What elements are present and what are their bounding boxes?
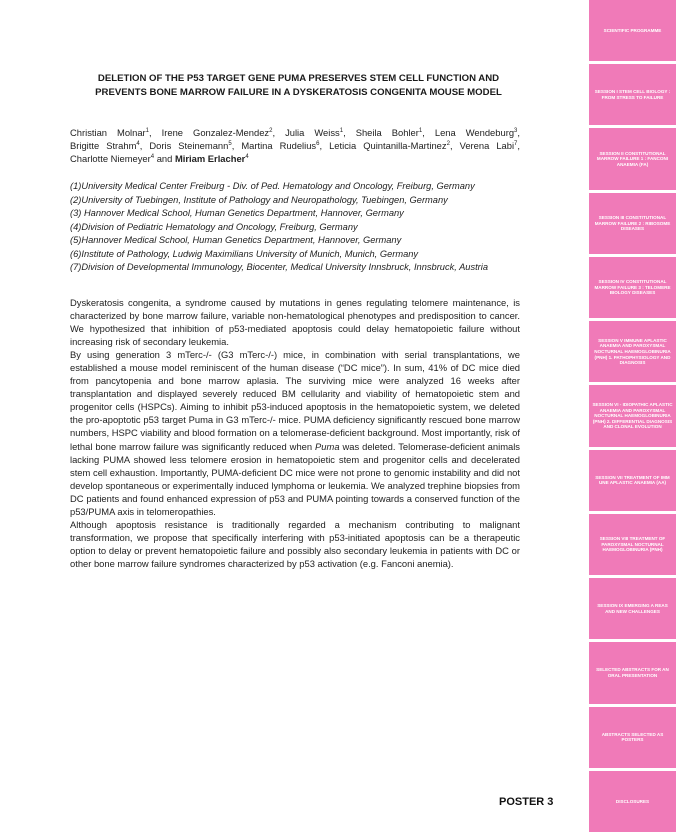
author: Charlotte Niemeyer — [70, 153, 151, 164]
title-line-2: PREVENTS BONE MARROW FAILURE IN A DYSKERATOSIS CONGENITA MOUSE MODEL — [95, 87, 502, 98]
title-line-1: DELETION OF THE P53 TARGET GENE PUMA PRESERVES STEM CELL FUNCTION AND — [97, 73, 500, 84]
author-affiliation-number: 4 — [136, 140, 140, 147]
author: Sheila Bohler — [355, 127, 419, 138]
author: Christian Molnar — [70, 127, 146, 138]
author: Irene Gonzalez-Mendez — [161, 127, 270, 138]
sidebar-session-link[interactable]: ABSTRACTS SELECTED AS POSTERS — [589, 707, 676, 768]
author: Leticia Quintanilla-Martinez — [329, 140, 447, 151]
session-sidebar — [589, 0, 676, 832]
abstract-paragraph-3: Although apoptosis resistance is traditionally regarded a mechanism contributing to malignant transformation, we propose that specifically interfering with p53-initiated apoptosis can be a therapeutic option to delay or prevent hematopoietic failure and possibly also secondary leukemia in patients with DC or other bone marrow failure syndromes characterized by p53 activation (e.g. Fanconi anemia). — [70, 518, 520, 569]
author-entry — [329, 140, 450, 151]
poster-label: POSTER 3 — [499, 796, 554, 808]
affiliation-line: (5)Hannover Medical School, Human Genetics Department, Hannover, Germany — [70, 235, 402, 245]
sidebar-session-link[interactable]: SCIENTIFIC PROGRAMME — [589, 0, 676, 61]
affiliation-line: (1)University Medical Center Freiburg - Div. of Ped. Hematology and Oncology, Freiburg, Germany — [70, 181, 475, 191]
author-entry — [70, 153, 154, 164]
author-entry — [149, 140, 231, 151]
author-affiliation-number: 5 — [228, 140, 232, 147]
author: Doris Steinemann — [149, 140, 229, 151]
affiliation-line: (7)Division of Developmental Immunology, Biocenter, Medical University Innsbruck, Innsbruck, Austria — [70, 262, 489, 272]
author-affiliation-number: 3 — [514, 127, 518, 134]
author-affiliation-number: 1 — [418, 127, 423, 134]
sidebar-session-link[interactable]: SESSION VIII TREATMENT OF PAROXYSMAL NOCTURNAL HAEMOGLOBINURIA (PNH) — [589, 514, 676, 575]
author: Verena Labi — [459, 140, 515, 151]
author-entry — [241, 140, 319, 151]
abstract-paragraph-1: Dyskeratosis congenita, a syndrome caused by mutations in genes regulating telomere maintenance, is characterized by bone marrow failure, variable non-hematological phenotypes and predisposition to cancer. We hypothesized that inhibition of p53-mediated apoptosis could delay hematopoietic failure without increasing risk of secondary leukemia. — [70, 297, 520, 348]
abstract-paragraph-2-part-a: By using generation 3 mTerc-/- (G3 mTerc-/-) mice, in combination with serial transplantations, we established a mouse model reminiscent of the human disease (“DC mice”). In sum, 41% of DC mice died from pancytopenia and bone marrow aplasia. The surviving mice were analyzed 16 weeks after transplantation and displayed severely reduced BM cellularity and viability of hematopoietic stem and progenitor cells (HSPCs). Aiming to inhibit p53-induced apoptosis in the hematopoietic system, we deleted the pro-apoptotic p53 target Puma in G3 mTerc-/- mice. PUMA deficiency significantly rescued bone marrow numbers, HSPC viability and blood formation on a telomerase-deficient background. Most importantly, risk of lethal bone marrow failure was significantly reduced when — [70, 349, 520, 452]
abstract-title — [66, 72, 531, 100]
author-affiliation-number: 4 — [245, 153, 249, 160]
author-affiliation-number: 4 — [150, 153, 155, 160]
author-entry — [356, 127, 423, 138]
abstract-paragraph-2 — [70, 348, 520, 518]
author-list: Christian Molnar$^1$, Irene Gonzalez-Mendez$^2$, Julia Weiss$^1$, Sheila Bohler$^1$, Lena Wendeburg$^3$, Brigitte Strahm$^4$, Doris Steinemann$^5$, Martina Rudelius$^6$, Leticia Quintanilla-Martinez$^2$, Verena Labi$^7$, Charlotte Niemeyer$^4$ and Miriam Erlacher$^4$ — [70, 127, 520, 164]
author-entry — [70, 127, 149, 138]
sidebar-session-link[interactable]: SESSION VII TREATMENT OF IMM UNE APLASTIC ANAEMIA (AA) — [589, 450, 676, 511]
abstract-italic-gene: Puma — [315, 440, 340, 452]
sidebar-session-link[interactable]: SESSION IX EMERGING A REAS AND NEW CHALLENGES — [589, 578, 676, 639]
affiliation-line: (6)Institute of Pathology, Ludwig Maximilians University of Munich, Munich, Germany — [70, 248, 419, 259]
author-affiliation-number: 6 — [316, 140, 320, 147]
abstract-paragraph-2-part-b: was deleted. Telomerase-deficient animals lacking PUMA showed less telomere erosion in hematopoietic stem and progenitor cells and decelerated stem cell exhaustion. Importantly, PUMA-deficient DC mice were not prone to genomic instability and did not develop spontaneous or experimentally induced lymphoma or leukemia. We analyzed trephine biopsies from DC patients and found enhanced expression of p53 and PUMA pointing towards a conserved function of the p53/PUMA axis in telomeropathies. — [70, 440, 520, 517]
sidebar-session-link[interactable]: SESSION V IMMUNE APLASTIC ANAEMIA AND PAROXYSMAL NOCTURNAL HAEMOGLOBINURIA (PNH) 1. PATHOPHYSIOLOGY AND DIAGNOSIS — [589, 321, 676, 382]
author-entry — [435, 127, 518, 138]
sidebar-session-link[interactable]: SESSION IV CONSTITUTIONAL MARROW FAILURE 3 : TELOMERE BIOLOGY DISEASES — [589, 257, 676, 318]
last-author-entry — [175, 153, 249, 164]
sidebar-session-link[interactable]: SESSION I STEM CELL BIOLOGY : FROM STRESS TO FAILURE — [589, 64, 676, 125]
abstract-body — [70, 296, 520, 570]
affiliation-line: (2)University of Tuebingen, Institute of Pathology and Neuropathology, Tuebingen, Germany — [70, 194, 448, 205]
sidebar-session-link[interactable]: SESSION III CONSTITUTIONAL MARROW FAILURE 2 : RIBOSOME DISEASES — [589, 193, 676, 254]
author: Martina Rudelius — [241, 140, 317, 151]
author-entry — [285, 127, 343, 138]
author-affiliation-number: 2 — [446, 140, 450, 147]
affiliation-line: (3) Hannover Medical School, Human Genetics Department, Hannover, Germany — [70, 208, 404, 218]
author: Julia Weiss — [285, 127, 340, 138]
author-conjunction: and — [156, 153, 173, 164]
author-entry — [460, 140, 518, 151]
sidebar-session-link[interactable]: SESSION II CONSTITUTIONAL MARROW FAILURE 1 : FANCONI ANAEMIA (FA) — [589, 128, 676, 189]
sidebar-session-link[interactable]: SELECTED ABSTRACTS FOR AN ORAL PRESENTATION — [589, 642, 676, 703]
author-entry — [162, 127, 273, 138]
author: Lena Wendeburg — [434, 127, 515, 138]
author-affiliation-number: 1 — [145, 127, 150, 134]
sidebar-session-link[interactable]: SESSION VI - IDIOPATHIC APLASTIC ANAEMIA AND PAROXYSMAL NOCTURNAL HAEMOGLOBINURIA (PNH) 2. DIFFERENTIAL DIAGNOSIS AND CLONAL EVOLUTION — [589, 385, 676, 446]
affiliation-line: (4)Division of Pediatric Hematology and Oncology, Freiburg, Germany — [70, 221, 358, 232]
author: Brigitte Strahm — [70, 140, 137, 151]
author-affiliation-number: 2 — [269, 127, 273, 134]
affiliation-list — [70, 180, 530, 275]
author-affiliation-number: 1 — [339, 127, 344, 134]
last-author: Miriam Erlacher — [174, 153, 246, 164]
author-affiliation-number: 7 — [514, 140, 518, 147]
author-entry — [70, 140, 140, 151]
sidebar-session-link[interactable]: DISCLOSURES — [589, 771, 676, 832]
